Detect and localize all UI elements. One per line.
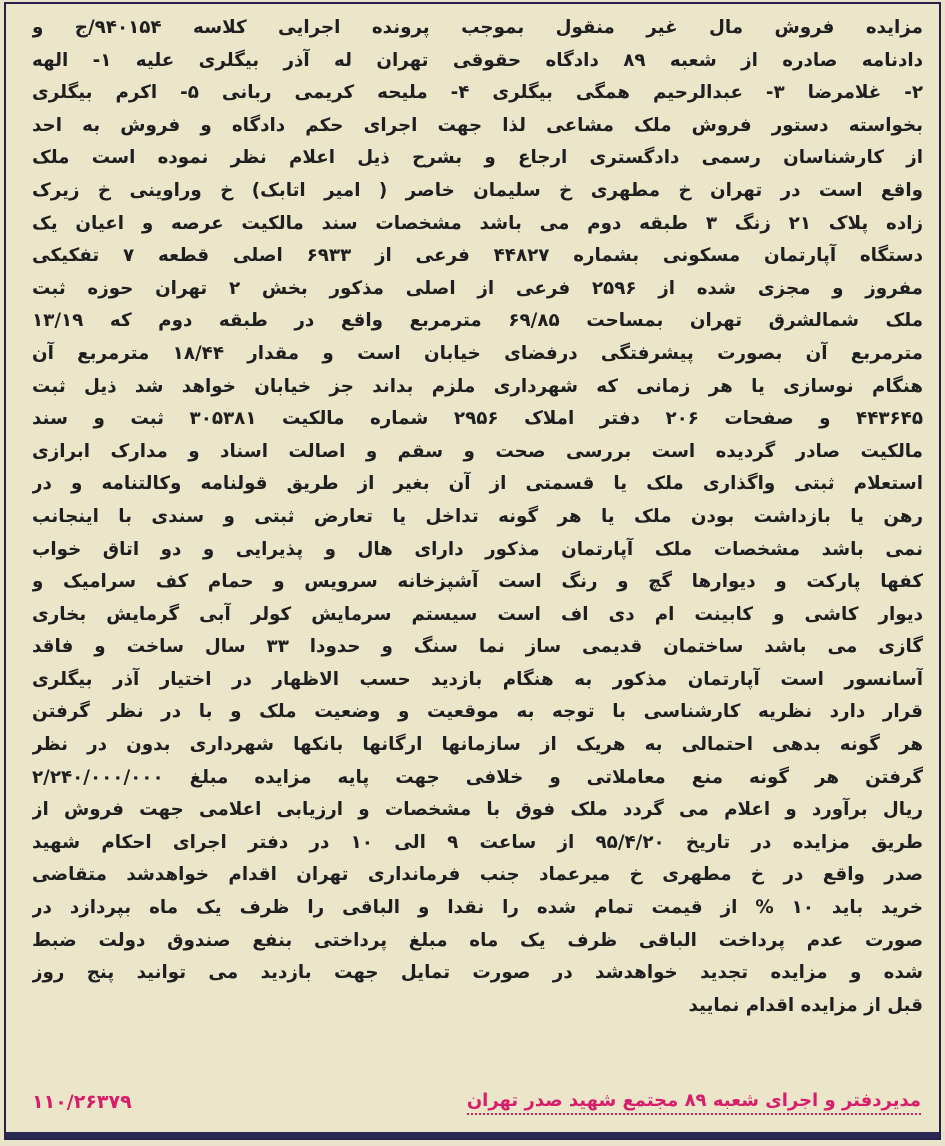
notice-line: خرید باید ۱۰ % از قیمت تمام شده را نقدا و الباقی را ظرف یک ماه بپردازد در [32,897,923,919]
notice-line: صورت عدم پرداخت الباقی ظرف یک ماه مبلغ پرداختی بنفع صندوق دولت ضبط [32,929,923,951]
notice-line: دادنامه صادره از شعبه ۸۹ دادگاه حقوقی تهران له آذر بیگلری علیه ۱- الهه [32,49,923,71]
notice-line: رهن یا بازداشت بودن ملک یا هر گونه تداخل یا تعارض ثبتی و سندی با اینجانب [32,505,923,527]
notice-line: هر گونه بدهی احتمالی به هریک از سازمانها ارگانها بانکها شهرداری بدون در نظر [32,734,923,756]
notice-line: ملک شمالشرق تهران بمساحت ۶۹/۸۵ مترمربع واقع در طبقه دوم که ۱۳/۱۹ [32,310,923,332]
notice-line: قبل از مزایده اقدام نمایید [688,994,923,1016]
notice-line: بخواسته دستور فروش ملک مشاعی لذا جهت اجرای حکم دادگاه و فروش به احد [32,114,923,136]
notice-line: شده و مزایده تجدید خواهدشد در صورت تمایل جهت بازدید می توانید پنج روز [32,962,923,984]
notice-footer [32,1087,921,1117]
notice-line: کفها پارکت و دیوارها گچ و رنگ است آشپزخانه سرویس و حمام کف سرامیک و [32,571,923,593]
notice-line: ریال برآورد و اعلام می گردد ملک فوق با مشخصات و ارزیابی اعلامی جهت فروش از [32,799,923,821]
signature-line: مدیردفتر و اجرای شعبه ۸۹ مجتمع شهید صدر تهران [467,1090,921,1115]
notice-line: مترمربع آن بصورت پیشرفتگی درفضای خیابان است و مقدار ۱۸/۴۴ مترمربع آن [32,342,923,364]
notice-frame [4,2,941,1140]
notice-line: دیوار کاشی و کابینت ام دی اف است سیستم سرمایش کولر آبی گرمایش بخاری [32,603,923,625]
notice-line: گرفتن هر گونه منع معاملاتی و خلافی جهت پایه مزایده مبلغ ۲/۲۴۰/۰۰۰/۰۰۰ [32,766,923,788]
notice-line: واقع است در تهران خ مطهری خ سلیمان خاصر ( امیر اتابک) خ وراوینی خ زیرک [32,179,923,201]
notice-line: طریق مزایده در تاریخ ۹۵/۴/۲۰ از ساعت ۹ الی ۱۰ در دفتر اجرای احکام شهید [32,831,923,853]
notice-line: قرار دارد نظریه کارشناسی با توجه به موقعیت و وضعیت ملک و با در نظر گرفتن [32,701,923,723]
notice-line: از کارشناسان رسمی دادگستری ارجاع و بشرح ذیل اعلام نظر نموده است ملک [32,147,923,169]
notice-code: ۱۱۰/۲۶۳۷۹ [32,1091,132,1113]
notice-body [32,12,923,1022]
notice-line: مالکیت صادر گردیده است بررسی صحت و سقم و اصالت اسناد و مدارک ابرازی [32,440,923,462]
notice-line: نمی باشد مشخصات ملک آپارتمان مذکور دارای هال و پذیرایی و دو اتاق خواب [32,538,923,560]
notice-line: استعلام ثبتی واگذاری ملک یا قسمتی از آن بغیر از طریق قولنامه وکالتنامه و در [32,473,923,495]
notice-line: دستگاه آپارتمان مسکونی بشماره ۴۴۸۲۷ فرعی از ۶۹۳۳ اصلی قطعه ۷ تفکیکی [32,245,923,267]
notice-line: صدر واقع در خ مطهری خ میرعماد جنب فرمانداری تهران اقدام خواهدشد متقاضی [32,864,923,886]
notice-line: هنگام نوسازی یا هر زمانی که شهرداری ملزم بداند جز خیابان خواهد شد ذیل ثبت [32,375,923,397]
notice-line: ۴۴۳۶۴۵ و صفحات ۲۰۶ دفتر املاک ۲۹۵۶ شماره مالکیت ۳۰۵۳۸۱ ثبت و سند [32,408,923,430]
notice-line: مفروز و مجزی شده از ۲۵۹۶ فرعی از اصلی مذکور بخش ۲ تهران حوزه ثبت [32,277,923,299]
notice-line: آسانسور است آپارتمان مذکور به هنگام بازدید حسب الاظهار در اختیار آذر بیگلری [32,668,923,690]
notice-line: مزایده فروش مال غیر منقول بموجب پرونده اجرایی کلاسه ۹۴۰۱۵۴/ج و [32,17,923,38]
notice-line: گازی می باشد ساختمان قدیمی ساز نما سنگ و حدودا ۳۳ سال ساخت و فاقد [32,636,923,658]
notice-line: زاده پلاک ۲۱ زنگ ۳ طبقه دوم می باشد مشخصات سند مالکیت عرصه و اعیان یک [32,212,923,234]
notice-line: ۲- غلامرضا ۳- عبدالرحیم همگی بیگلری ۴- ملیحه کریمی ربانی ۵- اکرم بیگلری [32,82,923,104]
